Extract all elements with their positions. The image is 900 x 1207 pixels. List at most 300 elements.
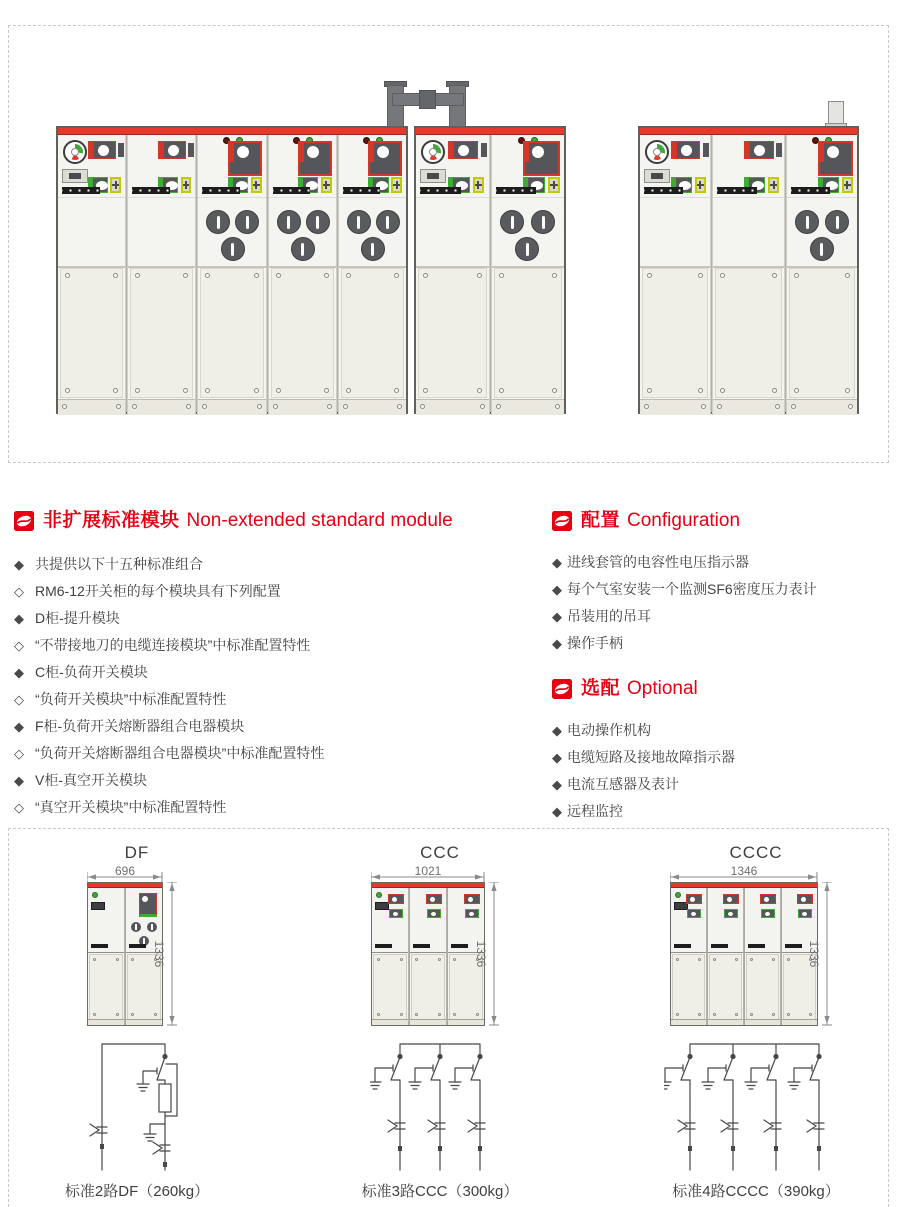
module-block — [118, 143, 124, 157]
single-line-diagram-cccc — [664, 1034, 848, 1174]
screw — [735, 1013, 738, 1016]
height-dimension-label: 1336 — [474, 940, 488, 968]
screw — [131, 958, 134, 961]
screw — [113, 273, 118, 278]
mini-panel-row — [671, 888, 817, 1025]
cabinet-base — [198, 399, 265, 415]
screw — [676, 1013, 679, 1016]
list-item: ◆ 电动操作机构 — [552, 722, 651, 738]
cross-knob — [110, 177, 121, 193]
mini-cabinet — [670, 882, 818, 1026]
screw — [438, 1013, 441, 1016]
mini-base — [410, 1019, 446, 1025]
cabinet-panel-fuse — [268, 135, 337, 415]
cabinet-red-top-strip — [640, 128, 857, 135]
list-item: ◆ 每个气室安装一个监测SF6密度压力表计 — [552, 581, 817, 597]
fuse-cover-knob — [531, 210, 555, 234]
mini-panel-c — [744, 888, 780, 1025]
mini-door — [373, 954, 407, 1020]
switch-operating-module — [158, 141, 186, 159]
list-item: ◆ 电流互感器及表计 — [552, 776, 679, 792]
fuse-cover-knob — [361, 237, 385, 261]
two-module-lineup — [414, 126, 566, 414]
screw — [499, 273, 504, 278]
screw — [698, 273, 703, 278]
variant-caption: 标准2路DF（260kg） — [64, 1183, 210, 1200]
variant-df — [32, 842, 242, 1201]
list-item: ◇ “真空开关模块”中标准配置特性 — [14, 799, 227, 815]
section-title-zh: 非扩展标准模块 — [43, 510, 180, 531]
screw — [394, 388, 399, 393]
cabinet-panel-fuse — [786, 135, 857, 415]
screw — [205, 273, 210, 278]
cable-indicator-strip — [343, 187, 381, 194]
screw — [113, 388, 118, 393]
fuse-cover-knob — [291, 237, 315, 261]
mini-mechanism — [88, 888, 124, 953]
mini-base — [782, 1019, 817, 1025]
mini-earth-module — [724, 909, 738, 918]
cable-indicator-strip — [644, 187, 683, 194]
red-swoosh-badge-icon — [552, 511, 572, 531]
mini-switch-module — [723, 894, 739, 904]
cross-knob — [768, 177, 779, 193]
fuse-cover-knob — [206, 210, 230, 234]
sf6-pressure-gauge-icon — [421, 140, 445, 164]
cabinet-base — [713, 399, 783, 415]
cable-compartment-door — [642, 268, 708, 398]
screw — [750, 958, 753, 961]
mini-knob — [147, 922, 157, 932]
fuse-cover-knob — [235, 210, 259, 234]
section-title-zh: 选配 — [581, 678, 621, 699]
screw — [183, 273, 188, 278]
screw — [116, 404, 121, 409]
nameplate — [420, 169, 446, 183]
screw — [772, 1013, 775, 1016]
section-right — [552, 508, 887, 825]
cabinet-panel-c-gauge — [58, 135, 126, 415]
screw — [750, 1013, 753, 1016]
mini-earth-module — [465, 909, 479, 918]
screw — [552, 388, 557, 393]
screw — [787, 1013, 790, 1016]
nameplate — [644, 169, 670, 183]
cable-compartment-door — [60, 268, 123, 398]
mini-cable-strip — [375, 944, 392, 948]
cross-knob — [842, 177, 853, 193]
variant-caption: 标准3路CCC（300kg） — [361, 1183, 519, 1200]
screw — [202, 404, 207, 409]
cabinet-base — [339, 399, 406, 415]
screw — [809, 1013, 812, 1016]
screw — [713, 958, 716, 961]
screw — [276, 273, 281, 278]
cable-indicator-strip — [717, 187, 756, 194]
switch-operating-module — [448, 141, 478, 159]
single-line-diagram-df — [57, 1034, 217, 1174]
screw — [713, 1013, 716, 1016]
list-item: ◆ 电缆短路及接地故障指示器 — [552, 749, 735, 765]
list-item: ◆ D柜-提升模块 — [14, 610, 120, 626]
height-dimension — [474, 882, 509, 1026]
width-dimension — [87, 864, 163, 882]
mini-door — [411, 954, 445, 1020]
mini-base — [448, 1019, 484, 1025]
screw — [477, 273, 482, 278]
screw — [394, 273, 399, 278]
sf6-pressure-gauge-icon — [63, 140, 87, 164]
switch-operating-module — [88, 141, 116, 159]
screw — [135, 273, 140, 278]
list-item: ◆ 远程监控 — [552, 803, 623, 819]
fuse-cover-knob — [306, 210, 330, 234]
mini-mechanism — [745, 888, 780, 953]
height-dimension-label: 1336 — [807, 940, 821, 968]
fuse-compartment-module — [368, 141, 402, 176]
screw — [324, 273, 329, 278]
operation-band — [492, 198, 565, 268]
three-module-lineup — [638, 126, 859, 414]
module-block — [776, 143, 782, 157]
cabinet-panel-c — [127, 135, 196, 415]
mini-door — [709, 954, 742, 1020]
mini-cable-strip — [748, 944, 765, 948]
screw — [93, 1013, 96, 1016]
cable-indicator-strip — [273, 187, 311, 194]
module-block — [703, 143, 709, 157]
module-block — [188, 143, 194, 157]
operation-band — [269, 198, 336, 268]
cable-indicator-strip — [132, 187, 170, 194]
mechanism-band — [58, 135, 125, 198]
cable-indicator-strip — [62, 187, 100, 194]
list-item: ◆ 共提供以下十五种标准组合 — [14, 556, 203, 572]
screw — [135, 388, 140, 393]
screw — [423, 388, 428, 393]
screw — [154, 1013, 157, 1016]
screw — [775, 404, 780, 409]
screw — [735, 958, 738, 961]
gauge-dot-icon — [92, 892, 98, 898]
drawing-row — [670, 882, 842, 1026]
width-dimension — [670, 864, 818, 882]
list-item: ◇ “负荷开关模块”中标准配置特性 — [14, 691, 227, 707]
cabinet-base — [787, 399, 857, 415]
cable-compartment-door — [494, 268, 563, 398]
screw — [346, 273, 351, 278]
screw — [438, 958, 441, 961]
screw — [254, 273, 259, 278]
mini-switch-module — [797, 894, 813, 904]
height-dimension-label: 1336 — [152, 940, 166, 968]
mini-switch-module — [686, 894, 702, 904]
screw — [186, 404, 191, 409]
drawing-row — [371, 882, 509, 1026]
mini-earth-module — [687, 909, 701, 918]
width-dimension-label: 1021 — [414, 864, 442, 878]
fuse-compartment-module — [818, 141, 853, 176]
screw — [698, 388, 703, 393]
width-dimension-label: 696 — [114, 864, 136, 878]
drawing-row — [87, 882, 187, 1026]
cable-compartment-door — [271, 268, 334, 398]
mini-earth-module — [427, 909, 441, 918]
variant-code: CCCC — [729, 843, 783, 862]
variant-caption: 标准4路CCCC（390kg） — [672, 1183, 840, 1200]
cross-knob — [181, 177, 192, 193]
switch-operating-module — [744, 141, 774, 159]
mini-nameplate — [375, 902, 389, 910]
red-swoosh-badge-icon — [552, 679, 572, 699]
cabinet-base — [416, 399, 489, 415]
section-main — [14, 508, 529, 821]
screw — [453, 958, 456, 961]
mini-base — [126, 1019, 162, 1025]
screw — [93, 958, 96, 961]
mechanism-band — [416, 135, 489, 198]
variant-code: DF — [124, 843, 150, 862]
screw — [131, 1013, 134, 1016]
screw — [400, 1013, 403, 1016]
list-item: ◇ “不带接地刀的电缆连接模块”中标准配置特性 — [14, 637, 311, 653]
cabinet-base — [58, 399, 125, 415]
cable-indicator-strip — [791, 187, 830, 194]
screw — [698, 958, 701, 961]
cable-compartment-door — [715, 268, 781, 398]
fuse-cover-knob — [810, 237, 834, 261]
cable-indicator-strip — [202, 187, 240, 194]
mini-panel-gauge — [88, 888, 124, 1025]
mini-base — [372, 1019, 408, 1025]
screw — [647, 273, 652, 278]
screw — [717, 404, 722, 409]
variant-drawing — [371, 864, 509, 1026]
screw — [477, 388, 482, 393]
variant-drawing — [87, 864, 187, 1026]
cabinet-base — [492, 399, 565, 415]
gauge-dot-icon — [675, 892, 681, 898]
mini-earth-module — [761, 909, 775, 918]
screw — [720, 273, 725, 278]
screw — [698, 1013, 701, 1016]
cabinet-red-top-strip — [58, 128, 406, 135]
list-item: ◆ C柜-负荷开关模块 — [14, 664, 148, 680]
screw — [772, 388, 777, 393]
fuse-cover-knob — [515, 237, 539, 261]
screw — [480, 404, 485, 409]
cabinet-panel-fuse — [197, 135, 266, 415]
mini-switch-module — [760, 894, 776, 904]
screw — [205, 388, 210, 393]
mini-panel-row — [88, 888, 162, 1025]
mini-door — [746, 954, 779, 1020]
screw — [476, 1013, 479, 1016]
screw — [794, 273, 799, 278]
width-dimension-label: 1346 — [730, 864, 758, 878]
mini-mechanism — [372, 888, 408, 953]
single-line-diagram-ccc — [370, 1034, 510, 1174]
screw — [183, 388, 188, 393]
gauge-dot-icon — [376, 892, 382, 898]
screw — [772, 958, 775, 961]
cable-compartment-door — [200, 268, 263, 398]
screw — [62, 404, 67, 409]
cabinet-base — [640, 399, 710, 415]
mini-base — [745, 1019, 780, 1025]
screw — [647, 388, 652, 393]
screw — [254, 388, 259, 393]
screw — [257, 404, 262, 409]
list-item: ◆ V柜-真空开关模块 — [14, 772, 147, 788]
mini-base — [88, 1019, 124, 1025]
nameplate — [62, 169, 88, 183]
operation-band — [787, 198, 857, 268]
mini-panel-c-gauge — [671, 888, 706, 1025]
mini-knob — [131, 922, 141, 932]
operation-band — [339, 198, 406, 268]
mini-panel-c — [707, 888, 743, 1025]
cabinet-base — [128, 399, 195, 415]
section-main-header — [14, 508, 529, 534]
screw — [324, 388, 329, 393]
operation-band — [198, 198, 265, 268]
variant-cccc — [642, 842, 870, 1201]
list-item: ◆ 操作手柄 — [552, 635, 623, 651]
screw — [65, 388, 70, 393]
screw — [496, 404, 501, 409]
fuse-cover-knob — [795, 210, 819, 234]
screw — [552, 273, 557, 278]
fuse-cover-knob — [277, 210, 301, 234]
screw — [555, 404, 560, 409]
mini-cable-strip — [711, 944, 728, 948]
screw — [327, 404, 332, 409]
fuse-cover-knob — [825, 210, 849, 234]
mini-switch-module — [426, 894, 442, 904]
mini-panel-c-gauge — [372, 888, 408, 1025]
cross-knob — [391, 177, 402, 193]
sf6-pressure-gauge-icon — [645, 140, 669, 164]
section-optional-header — [552, 676, 887, 702]
section-title-en: Configuration — [627, 510, 741, 531]
list-item: ◇ “负荷开关熔断器组合电器模块”中标准配置特性 — [14, 745, 325, 761]
operation-band — [58, 198, 125, 268]
switch-operating-module — [671, 141, 701, 159]
list-item: ◆ 吊装用的吊耳 — [552, 608, 651, 624]
cable-indicator-strip — [420, 187, 461, 194]
variant-drawing — [670, 864, 842, 1026]
screw — [644, 404, 649, 409]
section-title-zh: 配置 — [581, 510, 621, 531]
screw — [772, 273, 777, 278]
mini-cable-strip — [91, 944, 108, 948]
screw — [116, 958, 119, 961]
main-feature-list — [14, 551, 529, 821]
fuse-cover-knob — [221, 237, 245, 261]
cable-compartment-door — [130, 268, 193, 398]
module-block — [481, 143, 488, 157]
screw — [848, 404, 853, 409]
section-title-en: Optional — [627, 678, 698, 699]
mini-cable-strip — [129, 944, 146, 948]
list-item: ◆ F柜-负荷开关熔断器组合电器模块 — [14, 718, 245, 734]
mechanism-band — [269, 135, 336, 198]
screw — [346, 388, 351, 393]
operation-band — [640, 198, 710, 268]
height-dimension — [807, 882, 842, 1026]
operation-band — [416, 198, 489, 268]
screw — [794, 388, 799, 393]
mini-panel-row — [372, 888, 484, 1025]
width-dimension — [371, 864, 485, 882]
screw — [377, 1013, 380, 1016]
screw — [132, 404, 137, 409]
five-module-lineup — [56, 126, 408, 414]
variant-ccc — [330, 842, 550, 1201]
mini-base — [708, 1019, 743, 1025]
mini-cable-strip — [785, 944, 802, 948]
mini-panel-c — [409, 888, 446, 1025]
cross-knob — [251, 177, 262, 193]
mini-nameplate — [91, 902, 105, 910]
mini-mechanism — [708, 888, 743, 953]
screw — [276, 388, 281, 393]
section-title-en: Non-extended standard module — [186, 510, 453, 531]
cabinet-panel-c-gauge — [416, 135, 490, 415]
fuse-cover-knob — [347, 210, 371, 234]
list-item: ◇ RM6-12开关柜的每个模块具有下列配置 — [14, 583, 281, 599]
screw — [845, 388, 850, 393]
lifting-cylinder — [828, 101, 844, 124]
mechanism-band — [640, 135, 710, 198]
mini-earth-module — [389, 909, 403, 918]
cabinet-red-top-strip — [416, 128, 564, 135]
fuse-cover-knob — [376, 210, 400, 234]
section-configuration-header — [552, 508, 887, 534]
mechanism-band — [128, 135, 195, 198]
red-swoosh-badge-icon — [14, 511, 34, 531]
mini-mechanism — [671, 888, 706, 953]
mechanism-band — [787, 135, 857, 198]
mini-cable-strip — [674, 944, 691, 948]
cross-knob — [321, 177, 332, 193]
mini-fuse-module — [139, 893, 157, 917]
screw — [397, 404, 402, 409]
cabinet-panel-c — [712, 135, 784, 415]
configuration-list — [552, 549, 887, 657]
screw — [273, 404, 278, 409]
cabinet-panel-c-gauge — [640, 135, 711, 415]
mini-switch-module — [388, 894, 404, 904]
optional-list — [552, 717, 887, 825]
screw — [343, 404, 348, 409]
variant-code: CCC — [420, 843, 460, 862]
mechanism-band — [492, 135, 565, 198]
screw — [377, 958, 380, 961]
mini-cabinet — [371, 882, 485, 1026]
screw — [499, 388, 504, 393]
cross-knob — [695, 177, 706, 193]
cable-compartment-door — [341, 268, 404, 398]
switchgear-overview-frame — [8, 25, 889, 463]
mini-cable-strip — [413, 944, 430, 948]
screw — [415, 958, 418, 961]
fuse-compartment-module — [298, 141, 332, 176]
mechanism-band — [339, 135, 406, 198]
cable-compartment-door — [418, 268, 487, 398]
screw — [791, 404, 796, 409]
